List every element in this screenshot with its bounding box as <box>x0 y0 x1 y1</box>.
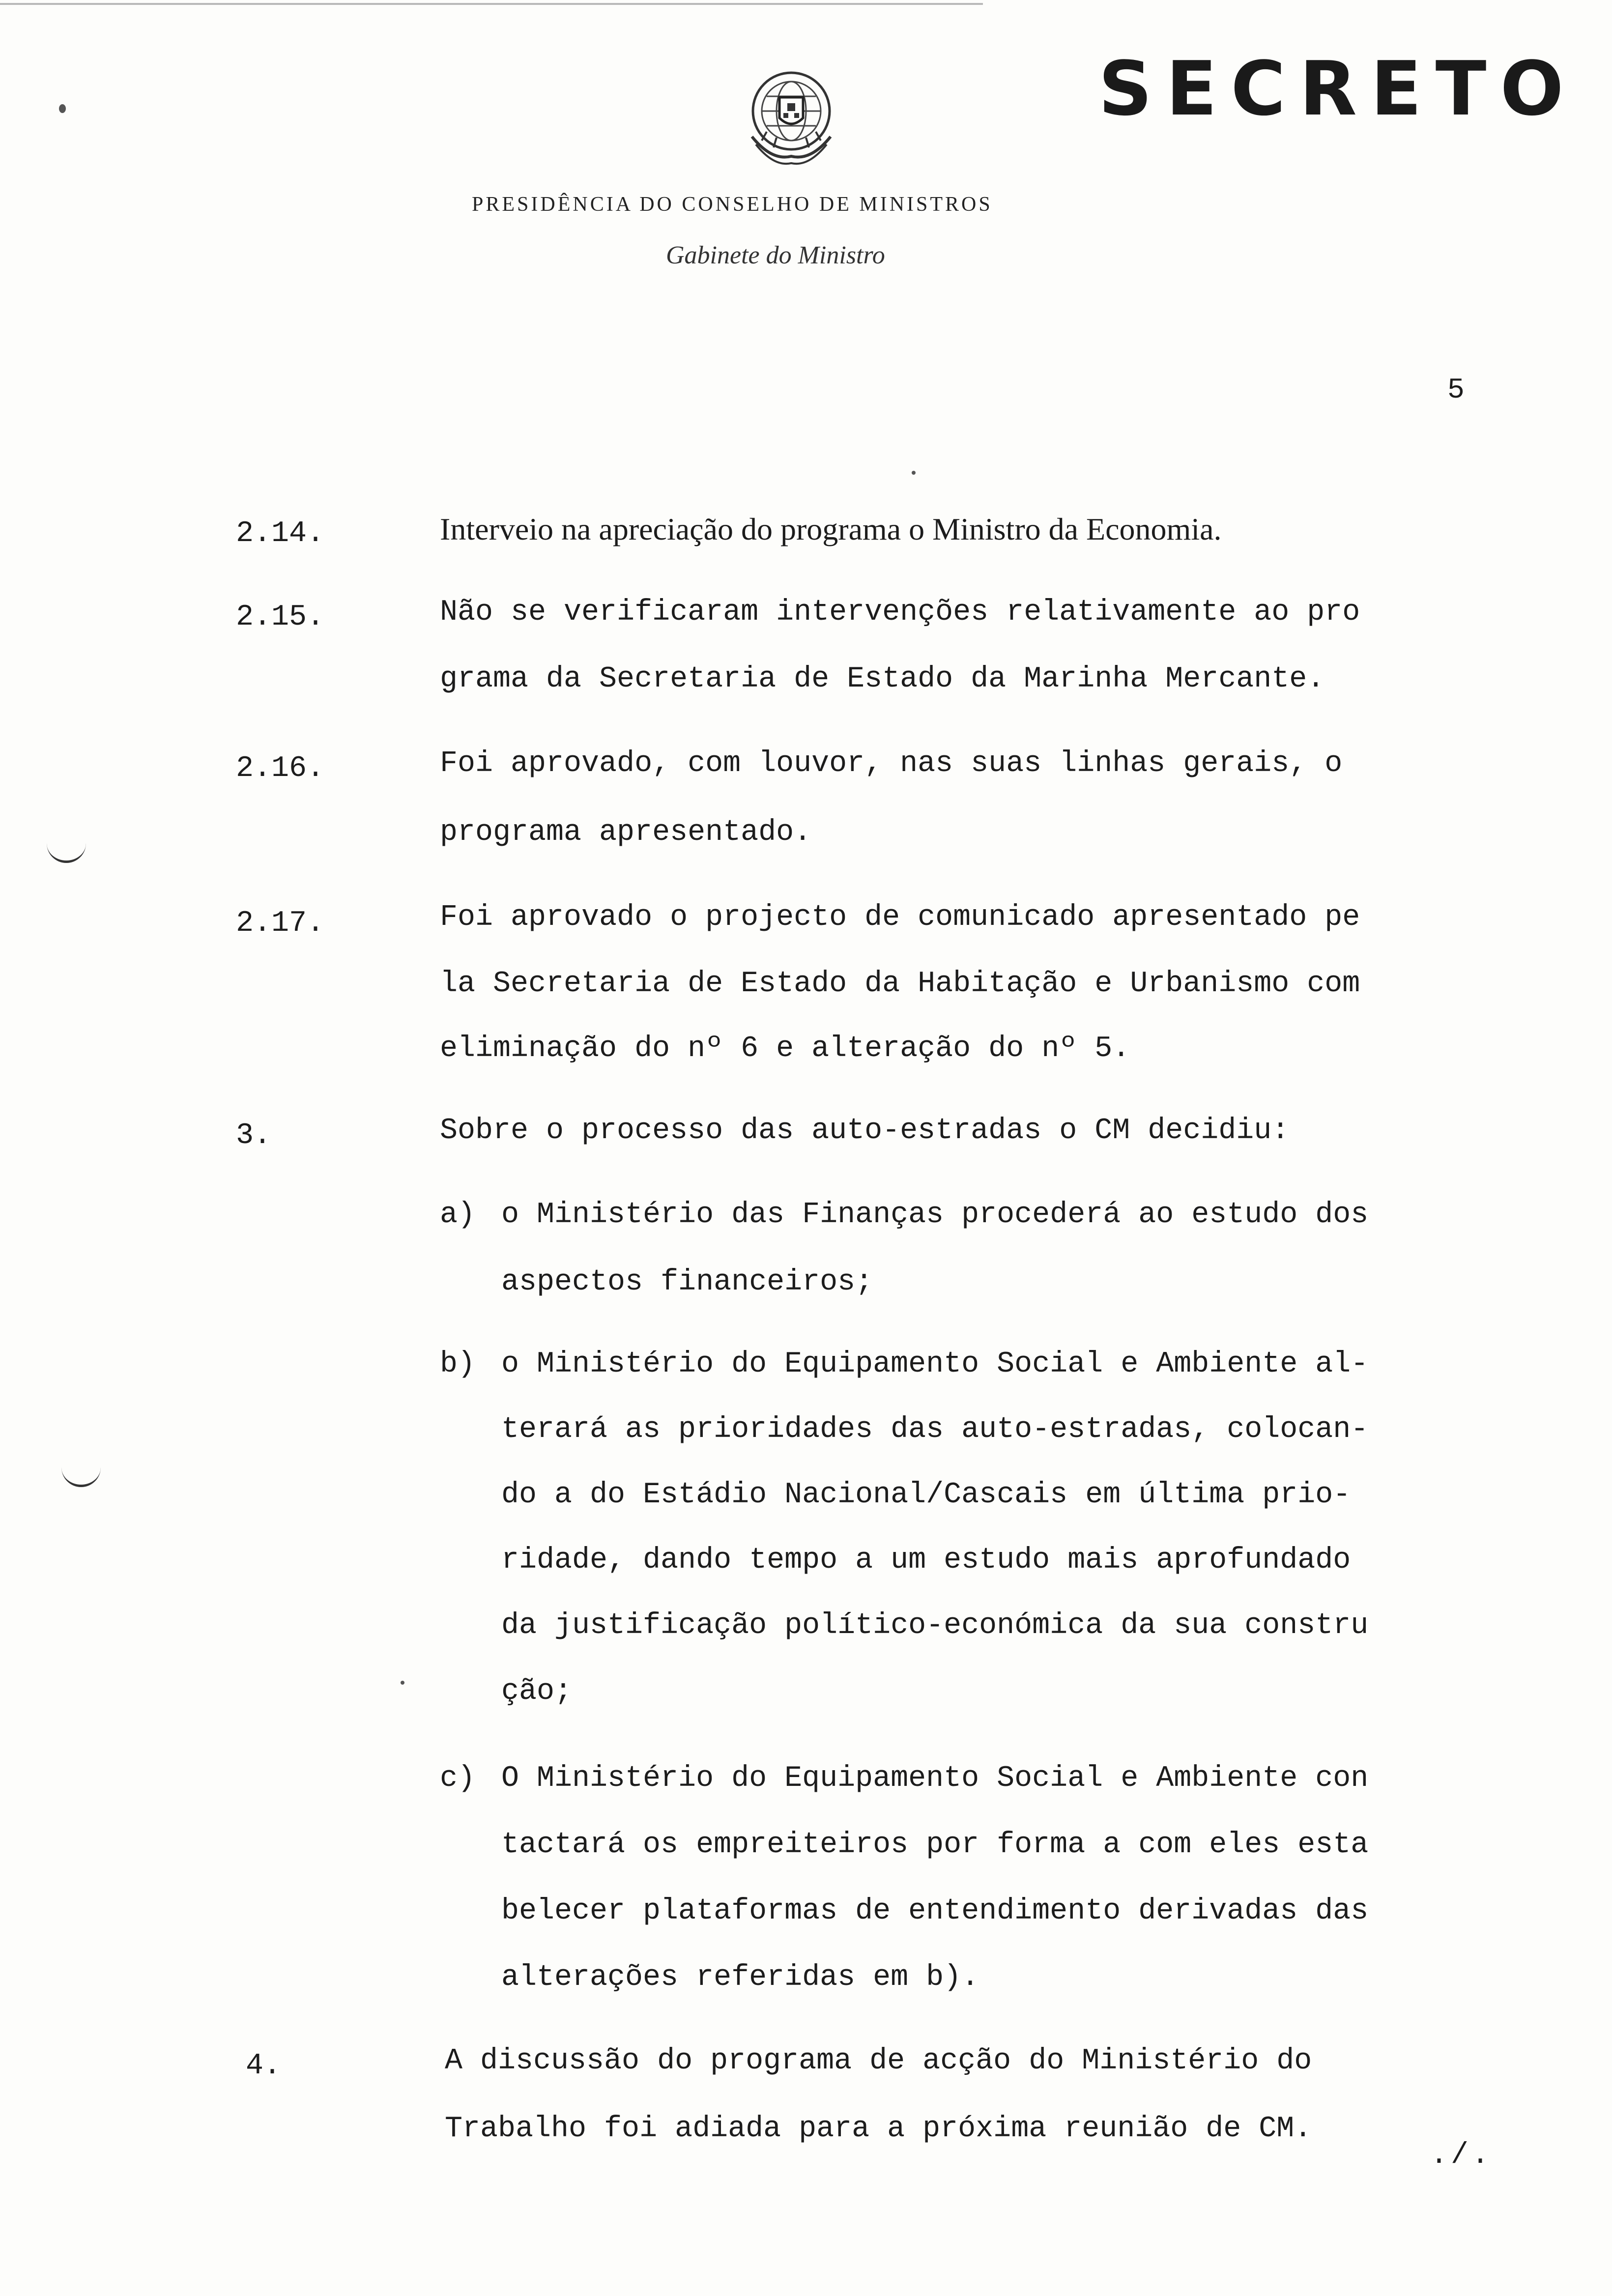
item-number: 4. <box>246 2049 282 2083</box>
subitem-text-line: ridade, dando tempo a um estudo mais aprofundado <box>501 1544 1351 1577</box>
cabinet-subheading: Gabinete do Ministro <box>666 241 885 269</box>
punch-hole-mark <box>61 1467 101 1487</box>
subitem-text-line: da justificação político-económica da sua constru <box>501 1609 1369 1642</box>
classification-stamp: SECRETO <box>1098 45 1578 132</box>
subitem-letter: b) <box>440 1348 476 1381</box>
continuation-mark: ./. <box>1430 2139 1493 2172</box>
item-text-line: A discussão do programa de acção do Ministério do <box>445 2044 1312 2078</box>
item-number: 2.15. <box>236 601 325 634</box>
item-text-line: Trabalho foi adiada para a próxima reunião de CM. <box>445 2112 1312 2146</box>
subitem-text-line: belecer plataformas de entendimento derivadas das <box>501 1894 1369 1928</box>
subitem-text-line: terará as prioridades das auto-estradas, colocan- <box>501 1413 1369 1446</box>
subitem-text-line: ção; <box>501 1675 573 1708</box>
scan-speck <box>912 471 916 475</box>
item-text-line: grama da Secretaria de Estado da Marinha Mercante. <box>440 662 1325 696</box>
coat-of-arms-emblem <box>732 58 850 176</box>
item-number: 2.14. <box>236 517 325 550</box>
item-text-line: programa apresentado. <box>440 816 812 849</box>
item-number: 3. <box>236 1119 272 1152</box>
subitem-text-line: O Ministério do Equipamento Social e Ambiente con <box>501 1762 1369 1795</box>
item-text-line: la Secretaria de Estado da Habitação e Urbanismo com <box>440 967 1360 1001</box>
subitem-text-line: alterações referidas em b). <box>501 1961 979 1994</box>
scan-speck <box>59 104 66 113</box>
subitem-letter: c) <box>440 1762 476 1795</box>
item-text-line: Foi aprovado, com louvor, nas suas linhas gerais, o <box>440 747 1343 780</box>
item-text-line: Interveio na apreciação do programa o Ministro da Economia. <box>440 512 1222 546</box>
subitem-text-line: do a do Estádio Nacional/Cascais em última prio- <box>501 1478 1351 1512</box>
subitem-letter: a) <box>440 1198 476 1232</box>
office-heading: PRESIDÊNCIA DO CONSELHO DE MINISTROS <box>472 193 993 216</box>
punch-hole-mark <box>47 843 86 863</box>
item-number: 2.16. <box>236 752 325 785</box>
page-number: 5 <box>1447 374 1465 406</box>
scan-speck <box>401 1681 404 1685</box>
item-text-line: Foi aprovado o projecto de comunicado apresentado pe <box>440 901 1360 934</box>
item-text-line: Sobre o processo das auto-estradas o CM decidiu: <box>440 1114 1290 1148</box>
item-number: 2.17. <box>236 907 325 940</box>
subitem-text-line: o Ministério das Finanças procederá ao estudo dos <box>501 1198 1369 1232</box>
item-text-line: Não se verificaram intervenções relativamente ao pro <box>440 596 1360 629</box>
item-text-line: eliminação do nº 6 e alteração do nº 5. <box>440 1032 1130 1065</box>
subitem-text-line: o Ministério do Equipamento Social e Ambiente al- <box>501 1348 1369 1381</box>
scan-edge-line <box>0 3 983 5</box>
subitem-text-line: tactará os empreiteiros por forma a com eles esta <box>501 1828 1369 1862</box>
subitem-text-line: aspectos financeiros; <box>501 1265 873 1299</box>
